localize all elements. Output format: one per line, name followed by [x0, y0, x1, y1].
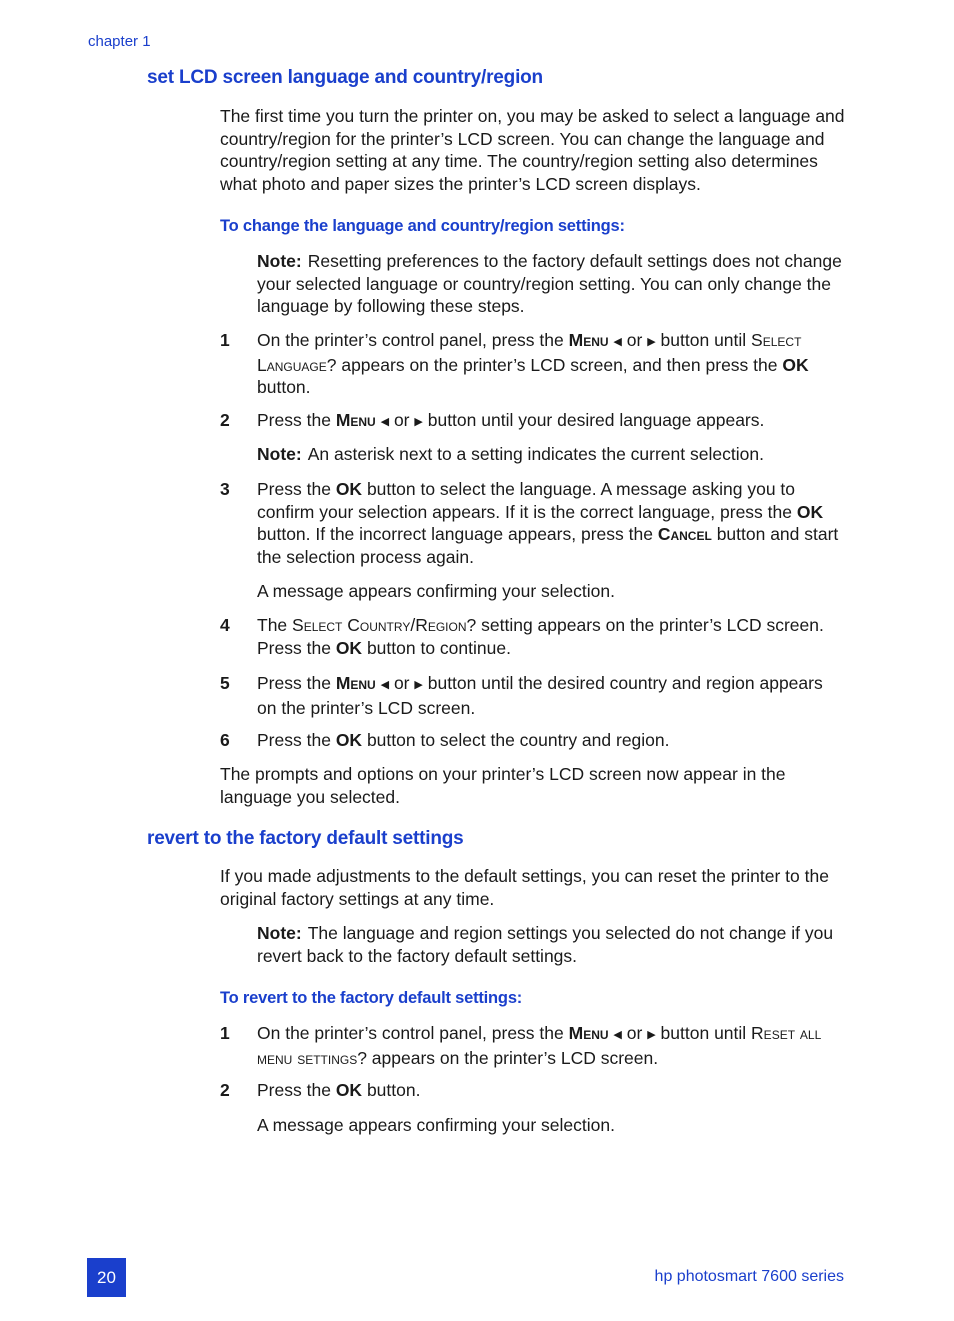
left-arrow-icon: ◀: [613, 1029, 622, 1041]
ok-button-label: OK: [335, 1080, 363, 1100]
revert-step-1: 1 On the printer’s control panel, press the Menu ◀ or ▶ button until Reset all menu settings? appears on the printer’s LCD screen.: [220, 1023, 822, 1068]
note-text: The language and region settings you selected do not change if you revert back to the factory default settings.: [257, 923, 834, 966]
note-reset-preferences: [257, 250, 847, 318]
right-arrow-icon: ▶: [414, 679, 423, 691]
chapter-label: chapter 1: [88, 33, 151, 50]
step-4: 4 The Select Country/Region? setting appears on the printer’s LCD screen. Press the OK button to continue.: [220, 615, 824, 658]
note-label: Note:: [257, 251, 302, 271]
ok-button-label: OK: [335, 730, 363, 750]
factory-intro-paragraph: If you made adjustments to the default settings, you can reset the printer to the original factory settings at any time.: [220, 866, 829, 909]
ok-button-label: OK: [335, 637, 363, 658]
step-number: 3: [220, 479, 230, 499]
right-arrow-icon: ▶: [647, 1029, 656, 1041]
step-number: 1: [220, 1023, 230, 1043]
outro-paragraph: The prompts and options on your printer’s LCD screen now appear in the language you selected.: [220, 764, 786, 807]
ok-button-label: OK: [796, 501, 824, 522]
note-text: An asterisk next to a setting indicates the current selection.: [307, 444, 764, 464]
note-text: Resetting preferences to the factory default settings does not change your selected language or country/region setting. You can only change the language by following these steps.: [257, 251, 842, 316]
step-2: 2 Press the Menu ◀ or ▶ button until your desired language appears.: [220, 410, 765, 430]
left-arrow-icon: ◀: [380, 416, 390, 428]
right-arrow-icon: ▶: [414, 416, 423, 428]
step-number: 5: [220, 673, 230, 693]
cancel-button-label: Cancel: [657, 524, 712, 544]
section-heading-language: set LCD screen language and country/region: [147, 67, 543, 88]
step-1: 1 On the printer’s control panel, press the Menu ◀ or ▶ button until Select Language? appears on the printer’s LCD screen, and then press the OK button.: [220, 330, 809, 397]
lcd-message: Reset all menu settings: [257, 1023, 822, 1068]
ok-button-label: OK: [335, 479, 363, 499]
subheading-revert: To revert to the factory default settings:: [220, 989, 523, 1007]
page-number-badge: 20: [87, 1258, 126, 1297]
menu-button-label: Menu: [568, 330, 609, 350]
step-number: 1: [220, 330, 230, 350]
menu-button-label: Menu: [335, 410, 376, 430]
note-revert: [257, 922, 847, 967]
step-5: 5 Press the Menu ◀ or ▶ button until the desired country and region appears on the printer’s LCD screen.: [220, 673, 823, 718]
ok-button-label: OK: [782, 354, 809, 375]
revert-confirmation-message: A message appears confirming your selection.: [257, 1115, 615, 1135]
revert-step-2: 2 Press the OK button.: [220, 1080, 421, 1100]
left-arrow-icon: ◀: [613, 336, 622, 348]
note-label: Note:: [257, 444, 302, 464]
section-heading-factory-defaults: revert to the factory default settings: [147, 828, 464, 849]
lcd-message: Select Country/Region: [292, 615, 467, 635]
footer-product-title: hp photosmart 7600 series: [654, 1268, 844, 1285]
intro-paragraph: The first time you turn the printer on, you may be asked to select a language and country/region for the printer’s LCD screen. You can change the language and country/region setting at any time. The country/region setting also determines what photo and paper sizes the printer’s LCD screen displays.: [220, 106, 845, 194]
right-arrow-icon: ▶: [647, 336, 656, 348]
note-asterisk: [257, 443, 847, 466]
left-arrow-icon: ◀: [380, 679, 390, 691]
lcd-message: Select Language: [257, 330, 802, 375]
step-6: 6 Press the OK button to select the country and region.: [220, 730, 670, 750]
step-3: 3 Press the OK button to select the language. A message asking you to confirm your selection appears. If it is the correct language, press the OK button. If the incorrect language appears, press the Cancel button and start the selection process again.: [220, 479, 839, 567]
step-number: 2: [220, 1080, 230, 1100]
menu-button-label: Menu: [335, 673, 376, 693]
subheading-change-language: To change the language and country/region settings:: [220, 217, 625, 235]
note-label: Note:: [257, 923, 302, 943]
confirmation-message: A message appears confirming your selection.: [257, 581, 615, 601]
step-number: 4: [220, 615, 230, 635]
menu-button-label: Menu: [568, 1023, 609, 1043]
step-number: 2: [220, 410, 230, 430]
step-number: 6: [220, 730, 230, 750]
